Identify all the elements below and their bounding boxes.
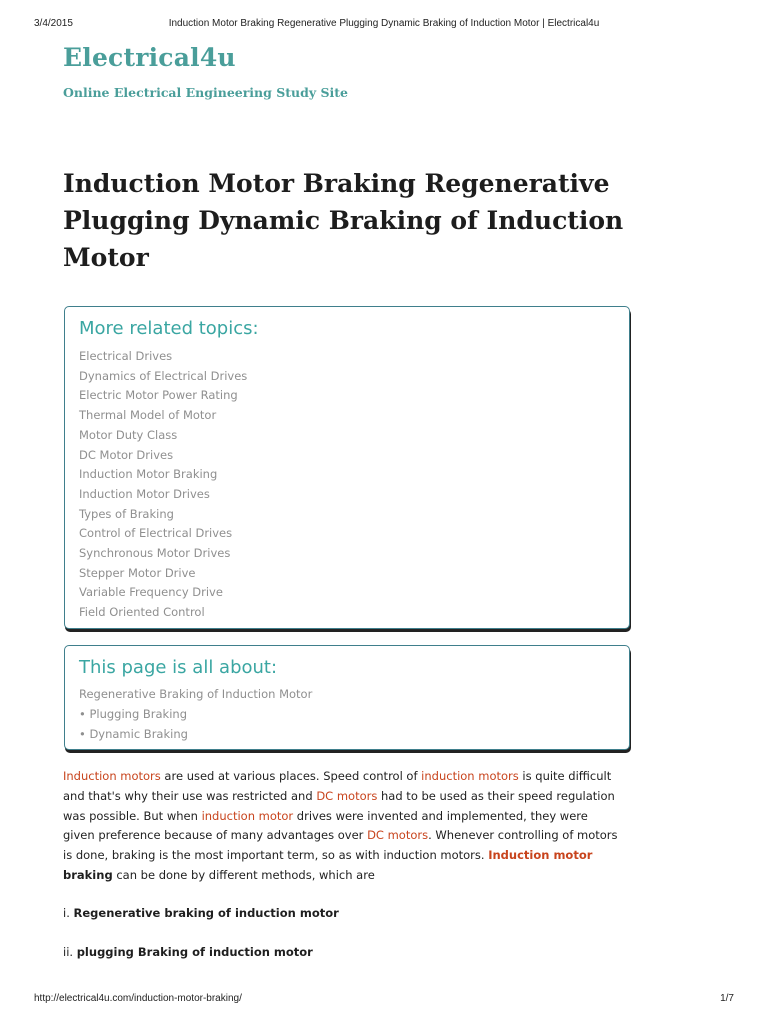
- method-number: ii.: [63, 945, 77, 959]
- related-topic-link[interactable]: Thermal Model of Motor: [79, 408, 217, 423]
- related-topic-link[interactable]: Control of Electrical Drives: [79, 526, 233, 541]
- intro-paragraph: [63, 767, 623, 886]
- article-body: [63, 767, 623, 886]
- related-topic-link[interactable]: Stepper Motor Drive: [79, 565, 196, 580]
- paragraph-text: are used at various places. Speed control of: [160, 769, 422, 783]
- inline-link[interactable]: DC motors: [367, 828, 429, 843]
- page-about-link[interactable]: • Plugging Braking: [79, 707, 188, 721]
- related-topic-link[interactable]: Motor Duty Class: [79, 427, 178, 442]
- method-number: i.: [63, 906, 74, 920]
- related-topic-link[interactable]: Variable Frequency Drive: [79, 585, 223, 600]
- print-page-title: Induction Motor Braking Regenerative Plugging Dynamic Braking of Induction Motor | Electrical4u: [168, 18, 600, 29]
- page-about-box: [64, 645, 630, 750]
- print-page-number: 1/7: [720, 993, 734, 1004]
- inline-link[interactable]: induction motor: [201, 808, 294, 823]
- paragraph-text: drives were invented and implemented, they were given preference because of many advantages over: [63, 808, 588, 843]
- related-topic-link[interactable]: Synchronous Motor Drives: [79, 546, 231, 561]
- method-item: [63, 945, 313, 959]
- related-topic-link[interactable]: Field Oriented Control: [79, 605, 205, 620]
- related-topic-link[interactable]: Electrical Drives: [79, 349, 173, 363]
- print-header: [0, 18, 768, 34]
- paragraph-text: had to be used as their speed regulation was possible. But when: [63, 788, 615, 823]
- print-url: http://electrical4u.com/induction-motor-braking/: [34, 993, 242, 1004]
- site-tagline: Online Electrical Engineering Study Site: [63, 85, 348, 100]
- page-about-link[interactable]: Regenerative Braking of Induction Motor: [79, 687, 313, 701]
- inline-link[interactable]: Induction motors: [63, 769, 161, 783]
- site-title[interactable]: Electrical4u: [63, 43, 236, 72]
- related-topics-heading: More related topics:: [79, 318, 259, 339]
- bold-term: braking: [63, 867, 113, 882]
- page-about-list: [79, 684, 312, 744]
- related-topic-link[interactable]: Dynamics of Electrical Drives: [79, 368, 248, 383]
- article-title: Induction Motor Braking Regenerative Plugging Dynamic Braking of Induction Motor: [63, 169, 624, 272]
- paragraph-text: . Whenever controlling of motors is done, braking is the most important term, so as with induction motors.: [63, 828, 618, 863]
- inline-link[interactable]: DC motors: [316, 788, 378, 803]
- inline-link[interactable]: induction motors: [421, 769, 519, 783]
- print-date: 3/4/2015: [34, 18, 73, 29]
- related-topic-link[interactable]: Induction Motor Braking: [79, 467, 218, 482]
- related-topics-list: [79, 347, 247, 623]
- related-topic-link[interactable]: Induction Motor Drives: [79, 486, 210, 501]
- method-label: plugging Braking of induction motor: [76, 945, 313, 959]
- method-item: [63, 906, 339, 920]
- related-topic-link[interactable]: DC Motor Drives: [79, 447, 174, 462]
- method-label: Regenerative braking of induction motor: [73, 906, 339, 920]
- print-footer: [0, 993, 768, 1009]
- page-about-link[interactable]: • Dynamic Braking: [79, 727, 188, 741]
- inline-link-bold[interactable]: Induction motor: [488, 848, 593, 863]
- paragraph-text: is quite difficult and that's why their use was restricted and: [63, 769, 612, 803]
- paragraph-text: can be done by different methods, which are: [112, 867, 375, 882]
- related-topics-box: [64, 306, 630, 629]
- page-about-heading: This page is all about:: [79, 657, 278, 678]
- related-topic-link[interactable]: Electric Motor Power Rating: [79, 388, 238, 403]
- related-topic-link[interactable]: Types of Braking: [79, 506, 174, 521]
